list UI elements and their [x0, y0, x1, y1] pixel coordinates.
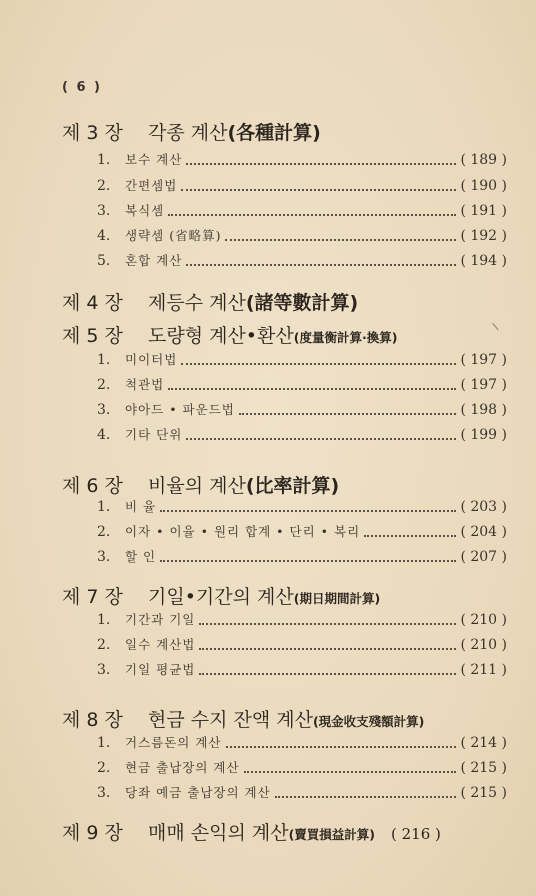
item-number: 4. — [97, 427, 111, 443]
item-page: ( 215 ) — [460, 760, 507, 776]
dot-leader — [199, 623, 456, 625]
chapter-hanja: (諸等數計算) — [245, 292, 359, 314]
dot-leader — [275, 796, 457, 798]
toc-item — [97, 610, 507, 632]
toc-item — [97, 226, 507, 248]
item-number: 3. — [97, 402, 111, 418]
chapter-title: 기일•기간의 계산 — [148, 586, 294, 608]
item-title: 미이터법 — [125, 352, 178, 367]
item-page: ( 214 ) — [460, 735, 507, 751]
item-page: ( 207 ) — [460, 549, 507, 565]
dot-leader — [181, 363, 456, 365]
item-number: 2. — [97, 760, 111, 776]
item-page: ( 198 ) — [460, 402, 507, 418]
toc-item — [97, 375, 507, 397]
dot-leader — [160, 560, 456, 562]
chapter-hanja: (賣買損益計算) — [288, 827, 375, 842]
item-number: 1. — [97, 735, 111, 751]
chapter-6-heading — [62, 471, 339, 498]
item-page: ( 199 ) — [460, 427, 507, 443]
dot-leader — [181, 189, 456, 191]
chapter-hanja: (比率計算) — [245, 475, 340, 497]
dot-leader — [244, 771, 457, 773]
toc-item — [97, 425, 507, 447]
chapter-title: 각종 계산 — [148, 122, 228, 144]
item-page: ( 197 ) — [460, 377, 507, 393]
toc-item — [97, 176, 507, 198]
item-number: 3. — [97, 203, 111, 219]
dot-leader — [199, 648, 456, 650]
toc-item — [97, 783, 507, 805]
item-page: ( 210 ) — [460, 637, 507, 653]
item-page: ( 189 ) — [460, 152, 507, 168]
item-page: ( 194 ) — [460, 253, 507, 269]
item-title: 생략셈 (省略算) — [125, 228, 222, 243]
item-title: 척관법 — [125, 377, 165, 392]
toc-item — [97, 201, 507, 223]
chapter-number: 제 6 장 — [62, 475, 123, 497]
item-title: 혼합 계산 — [125, 253, 183, 268]
item-title: 현금 출납장의 계산 — [125, 760, 240, 775]
item-number: 1. — [97, 612, 111, 628]
page-number: ( 6 ) — [62, 80, 102, 95]
item-page: ( 203 ) — [460, 499, 507, 515]
item-title: 복식셈 — [125, 203, 165, 218]
item-number: 2. — [97, 637, 111, 653]
chapter-number: 제 3 장 — [62, 122, 123, 144]
dot-leader — [168, 214, 456, 216]
chapter-hanja: (期日期間計算) — [293, 591, 381, 606]
chapter-3-heading — [62, 118, 321, 145]
chapter-page: ( 216 ) — [391, 825, 441, 843]
dot-leader — [186, 438, 456, 440]
toc-item — [97, 660, 507, 682]
dot-leader — [186, 264, 456, 266]
chapter-9-heading — [62, 818, 441, 845]
chapter-number: 제 9 장 — [62, 822, 123, 844]
dot-leader — [160, 510, 456, 512]
item-number: 1. — [97, 352, 111, 368]
dot-leader — [168, 388, 456, 390]
item-title: 기간과 기일 — [125, 612, 196, 627]
chapter-5-heading — [62, 321, 397, 348]
chapter-number: 제 4 장 — [62, 292, 123, 314]
item-title: 이자 • 이율 • 원리 합계 • 단리 • 복리 — [125, 524, 361, 539]
toc-item — [97, 350, 507, 372]
chapter-8-heading — [62, 705, 424, 732]
item-page: ( 204 ) — [460, 524, 507, 540]
item-number: 2. — [97, 377, 111, 393]
item-number: 5. — [97, 253, 111, 269]
chapter-title: 비율의 계산 — [148, 475, 246, 497]
toc-item — [97, 150, 507, 172]
chapter-hanja: (各種計算) — [227, 122, 321, 144]
chapter-number: 제 8 장 — [62, 709, 123, 731]
item-title: 비 율 — [125, 499, 157, 514]
toc-item — [97, 635, 507, 657]
item-number: 4. — [97, 228, 111, 244]
item-title: 거스름돈의 계산 — [125, 735, 222, 750]
toc-item — [97, 758, 507, 780]
item-number: 2. — [97, 524, 111, 540]
item-page: ( 192 ) — [460, 228, 507, 244]
item-title: 할 인 — [125, 549, 157, 564]
item-number: 1. — [97, 152, 111, 168]
toc-item — [97, 400, 507, 422]
chapter-hanja: (現金收支殘額計算) — [312, 714, 425, 729]
chapter-4-heading — [62, 288, 358, 315]
toc-item — [97, 497, 507, 519]
item-page: ( 211 ) — [460, 662, 507, 678]
chapter-7-heading — [62, 582, 380, 609]
toc-item — [97, 733, 507, 755]
dot-leader — [225, 239, 456, 241]
item-number: 2. — [97, 178, 111, 194]
dot-leader — [364, 535, 456, 537]
item-number: 3. — [97, 549, 111, 565]
item-title: 일수 계산법 — [125, 637, 196, 652]
toc-item — [97, 522, 507, 544]
dot-leader — [226, 746, 457, 748]
dot-leader — [186, 163, 456, 165]
item-number: 1. — [97, 499, 111, 515]
chapter-number: 제 7 장 — [62, 586, 123, 608]
chapter-number: 제 5 장 — [62, 325, 123, 347]
item-title: 보수 계산 — [125, 152, 183, 167]
item-title: 야아드 • 파운드법 — [125, 402, 235, 417]
toc-item — [97, 251, 507, 273]
item-title: 기타 단위 — [125, 427, 183, 442]
item-page: ( 215 ) — [460, 785, 507, 801]
chapter-title: 제등수 계산 — [148, 292, 246, 314]
dot-leader — [239, 413, 457, 415]
dot-leader — [199, 673, 456, 675]
item-title: 당좌 예금 출납장의 계산 — [125, 785, 271, 800]
chapter-title: 매매 손익의 계산 — [148, 822, 289, 844]
chapter-title: 도량형 계산•환산 — [148, 325, 294, 347]
chapter-title: 현금 수지 잔액 계산 — [148, 709, 313, 731]
item-title: 간편셈법 — [125, 178, 178, 193]
chapter-hanja: (度量衡計算·換算) — [293, 330, 398, 345]
item-number: 3. — [97, 785, 111, 801]
item-title: 기일 평균법 — [125, 662, 196, 677]
item-page: ( 191 ) — [460, 203, 507, 219]
item-page: ( 190 ) — [460, 178, 507, 194]
item-number: 3. — [97, 662, 111, 678]
pencil-mark — [485, 323, 498, 336]
item-page: ( 197 ) — [460, 352, 507, 368]
item-page: ( 210 ) — [460, 612, 507, 628]
toc-item — [97, 547, 507, 569]
